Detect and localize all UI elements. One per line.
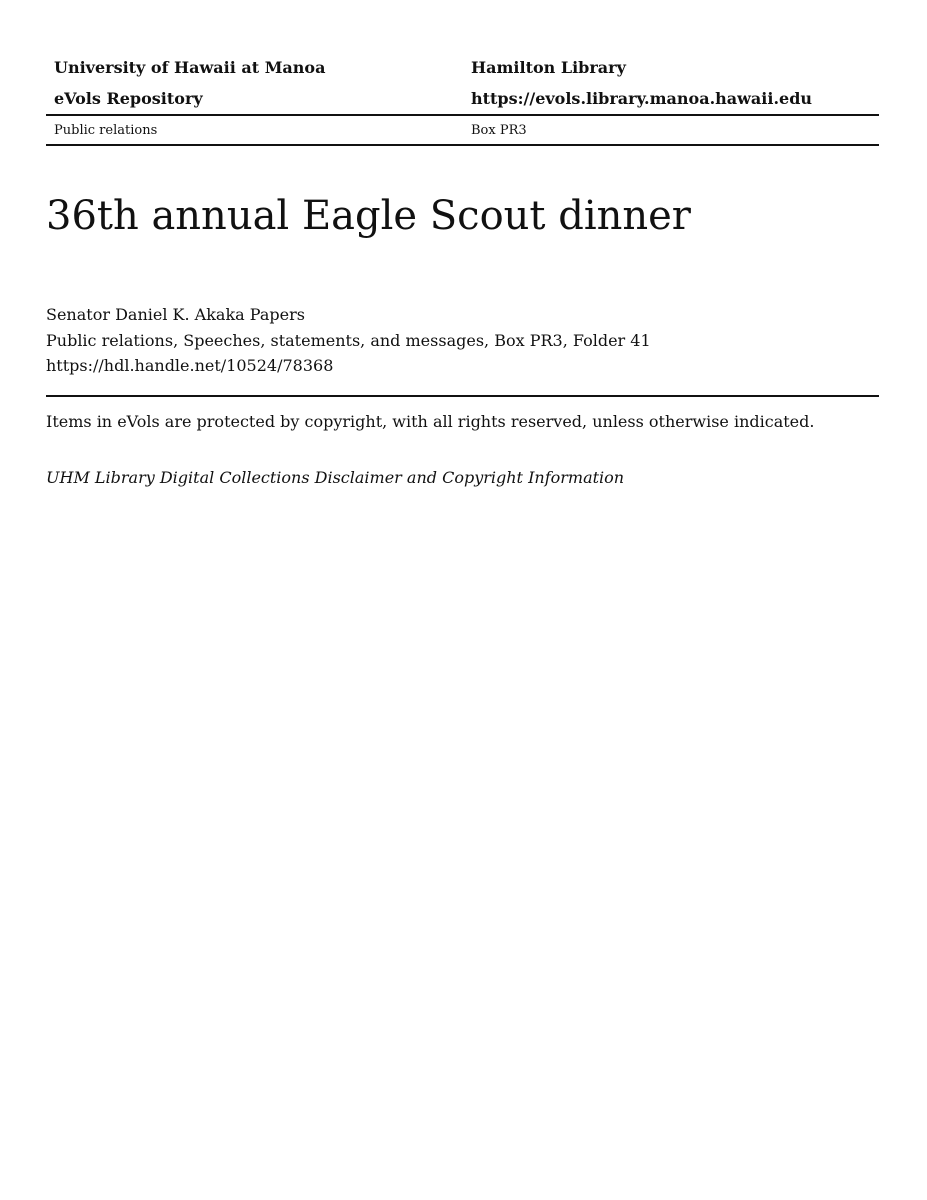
folder-location: Public relations, Speeches, statements, and messages, Box PR3, Folder 41 <box>46 330 651 350</box>
copyright-notice: Items in eVols are protected by copyright, with all rights reserved, unless otherwise indicated. <box>46 412 815 431</box>
collection-name: Senator Daniel K. Akaka Papers <box>46 305 305 324</box>
document-metadata <box>46 302 651 379</box>
institution-name: University of Hawaii at Manoa <box>54 58 326 77</box>
document-title: 36th annual Eagle Scout dinner <box>46 193 691 239</box>
header-row-3 <box>46 116 879 144</box>
metadata-divider <box>46 395 879 397</box>
header-divider-bottom <box>46 144 879 146</box>
library-name: Hamilton Library <box>471 58 626 77</box>
repository-name: eVols Repository <box>54 89 203 108</box>
series-label: Public relations <box>54 122 158 138</box>
header-table <box>46 52 879 146</box>
repository-url[interactable]: https://evols.library.manoa.hawaii.edu <box>471 89 813 108</box>
header-row-1 <box>46 52 879 83</box>
box-label: Box PR3 <box>471 122 527 138</box>
disclaimer-link[interactable]: UHM Library Digital Collections Disclaimer and Copyright Information <box>46 468 625 487</box>
handle-link[interactable]: https://hdl.handle.net/10524/78368 <box>46 356 334 375</box>
header-row-2 <box>46 83 879 114</box>
